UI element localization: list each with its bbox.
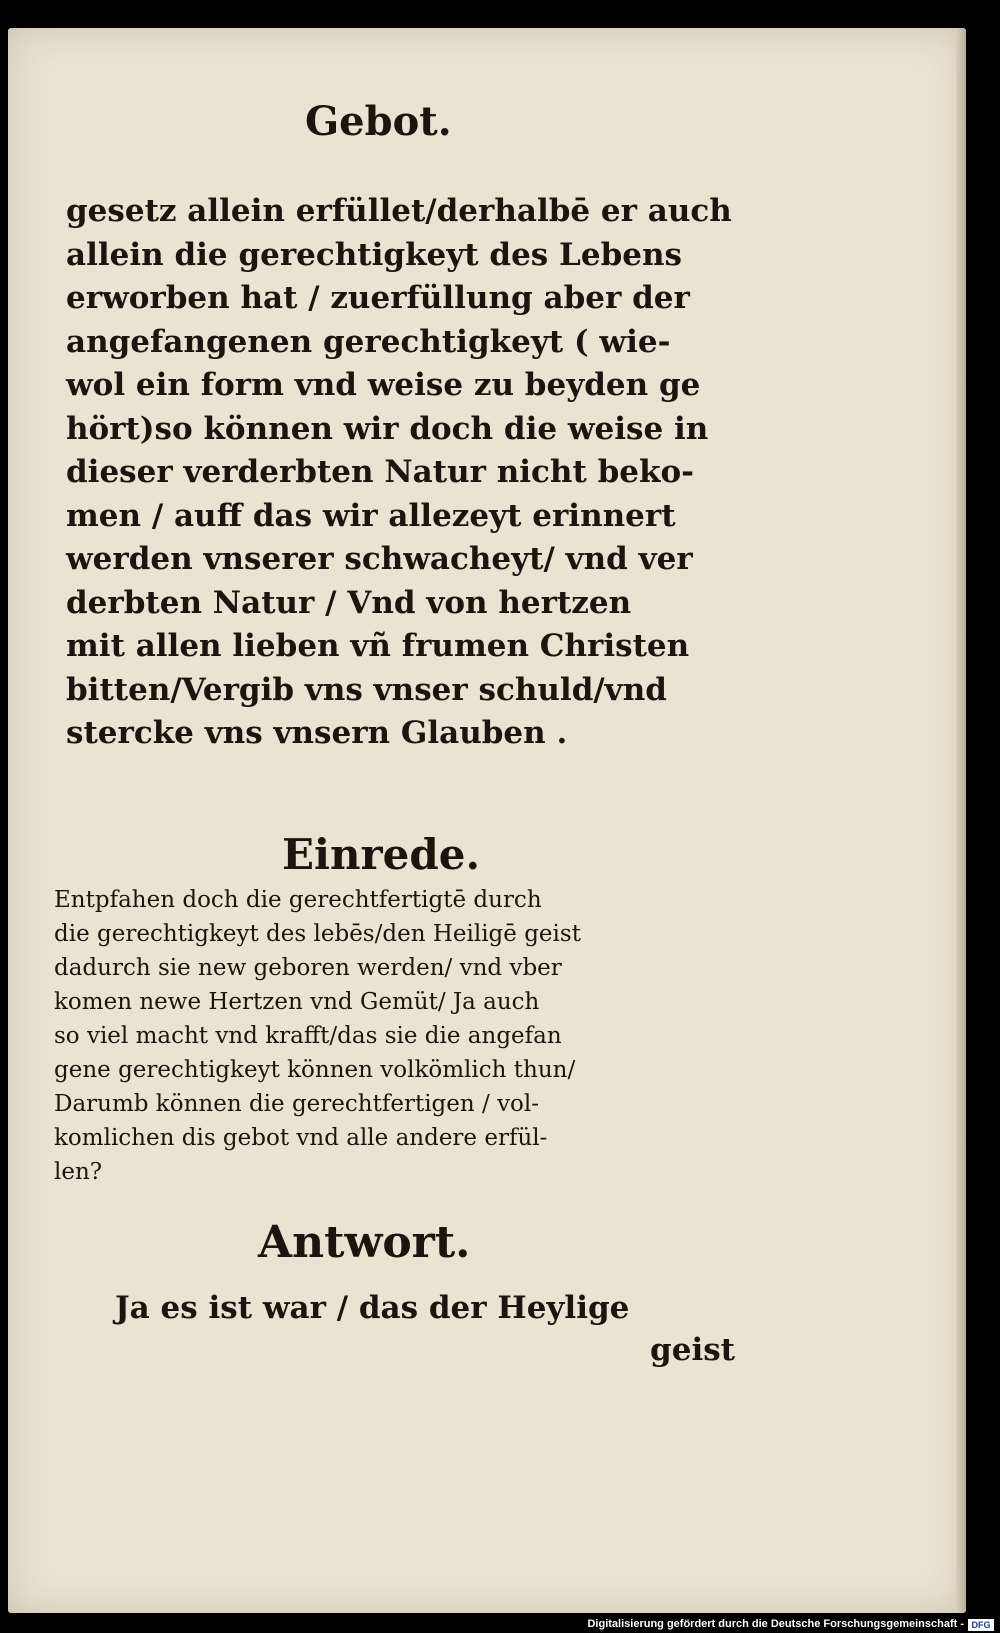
text-line: erworben hat / zuerfüllung aber der <box>66 280 690 316</box>
dfg-logo: DFG <box>968 1619 994 1631</box>
text-line: Darumb können die gerechtfertigen / vol- <box>54 1091 540 1117</box>
text-line: werden vnserer schwacheyt/ vnd ver <box>66 541 693 577</box>
body-paragraph <box>66 190 756 756</box>
text-line: stercke vns vnsern Glauben . <box>66 715 568 751</box>
text-line: len? <box>54 1159 103 1185</box>
text-line: wol ein form vnd weise zu beyden ge <box>66 367 701 403</box>
text-line: komlichen dis gebot vnd alle andere erfül- <box>54 1125 548 1151</box>
text-line: bitten/Vergib vns vnser schuld/vnd <box>66 671 667 708</box>
text-line: die gerechtigkeyt des lebēs/den Heiligē geist <box>54 921 581 947</box>
text-line: men / auff das wir allezeyt erinnert <box>66 497 676 534</box>
text-line: angefangenen gerechtigkeyt ( wie- <box>66 323 671 360</box>
text-line: so viel macht vnd krafft/das sie die angefan <box>54 1023 562 1049</box>
running-head: Gebot. <box>305 98 452 145</box>
text-line: dadurch sie new geboren werden/ vnd vber <box>54 955 562 981</box>
text-line: derbten Natur / Vnd von hertzen <box>66 584 632 621</box>
einrede-paragraph <box>54 883 760 1189</box>
text-line: Ja es ist war / das der Heylige <box>115 1290 630 1326</box>
text-line: gene gerechtigkeyt können volkömlich thun/ <box>54 1057 576 1083</box>
text-line: gesetz allein erfüllet/derhalbē er auch <box>66 193 732 229</box>
text-line: Entpfahen doch die gerechtfertigtē durch <box>54 887 542 913</box>
text-line: komen newe Hertzen vnd Gemüt/ Ja auch <box>54 989 540 1015</box>
funding-notice: Digitalisierung gefördert durch die Deutsche Forschungsgemeinschaft - <box>587 1618 964 1630</box>
text-line: dieser verderbten Natur nicht beko- <box>66 454 694 490</box>
antwort-paragraph <box>115 1287 735 1371</box>
text-line: mit allen lieben vñ frumen Christen <box>66 628 690 664</box>
page-edge <box>956 28 966 1613</box>
antwort-heading: Antwort. <box>258 1217 471 1268</box>
einrede-heading: Einrede. <box>282 830 481 879</box>
catchword: geist <box>650 1332 735 1368</box>
text-line: allein die gerechtigkeyt des Lebens <box>66 236 682 273</box>
text-line: hört)so können wir doch die weise in <box>66 410 709 447</box>
